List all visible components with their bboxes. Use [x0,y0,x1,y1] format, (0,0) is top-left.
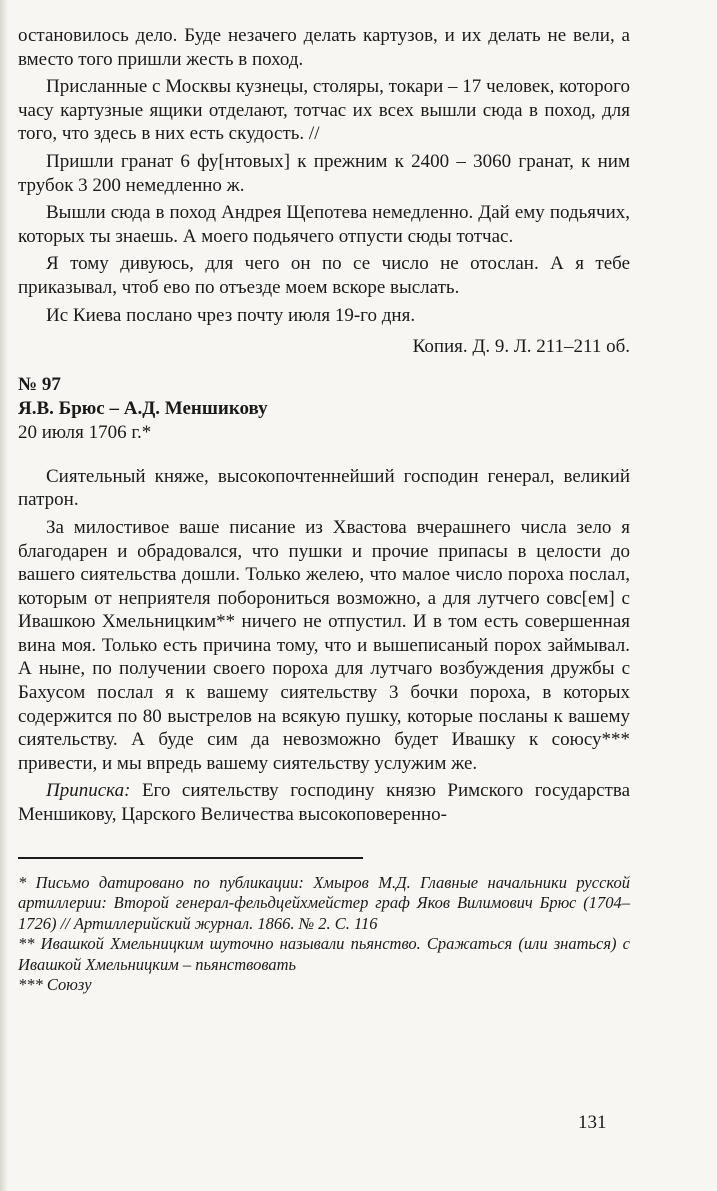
postscript-label: Приписка: [46,780,131,802]
paragraph-continued: остановилось дело. Буде незачего делать картузов, и их делать не вели, а вместо того пришли жесть в поход. [18,25,630,70]
paragraph: Вышли сюда в поход Андрея Щепотева немедленно. Дай ему подьячих, которых ты знаешь. А моего подьячего отпусти сюды тотчас. [18,202,630,247]
footnote-1: * Письмо датировано по публикации: Хмыров М.Д. Главные начальники русской артиллерии: Второй генерал-фельдцейхмейстер граф Яков Вилимович Брюс (1704–1726) // Артиллерийский журнал. 1866. № 2. С. 116 [18,872,630,933]
paragraph: Присланные с Москвы кузнецы, столяры, токари – 17 человек, которого часу картузные ящики отделают, тотчас их всех вышли сюда в поход, для того, что здесь в них есть скудость. // [18,76,630,145]
letter-salutation: Сиятельный княже, высокопочтеннейший господин генерал, великий патрон. [18,465,630,511]
letter-body: За милостивое ваше писание из Хвастова вчерашнего числа зело я благодарен и обрадовался, что пушки и прочие припасы в целости до вашего сиятельства дошли. Только желею, что малое число пороха послал, которым от неприятеля поборониться возможно, а для лутчего совс[ем] с Ивашкою Хмельницким** ничего не отпустил. И в том есть совершенная вина моя. Только есть причина тому, что и вышеписаный порох займывал. А ныне, по получении своего пороха для лутчаго возбуждения дружбы с Бахусом послал я к вашему сиятельству 3 бочки пороха, в которых содержится по 80 выстрелов на всякую пушку, которые посланы к вашему сиятельству. А буде сим да невозможно будет Ивашку к союсу*** привести, и мы впредь вашему сиятельству услужим же. [18,516,630,774]
paragraph: Пришли гранат 6 фу[нтовых] к прежним к 2400 – 3060 гранат, к ним трубок 3 200 немедленно ж. [18,150,630,196]
footnote-divider [18,857,363,859]
book-page [18,24,630,996]
document-title: Я.В. Брюс – А.Д. Меншикову [18,397,268,419]
postscript-text: Его сиятельству господину князю Римского государства Меншикову, Царского Величества высокоповеренно- [18,780,630,826]
footnote-2: ** Ивашкой Хмельницким шуточно называли пьянство. Сражаться (или знаться) с Ивашкой Хмельницким – пьянствовать [18,934,630,974]
document-number: № 97 [18,373,61,395]
postscript [18,779,630,826]
paragraph: Я тому дивуюсь, для чего он по се число не отослан. А я тебе приказывал, чтоб ево по отъезде моем вскоре выслать. [18,253,630,298]
document-date: 20 июля 1706 г.* [18,421,152,443]
archive-source-note: Копия. Д. 9. Л. 211–211 об. [412,336,630,358]
page-edge-shadow [0,0,8,1191]
page-number: 131 [578,1112,607,1133]
footnote-3: *** Союзу [18,975,92,995]
paragraph: Ис Киева послано чрез почту июля 19-го дня. [46,304,416,326]
